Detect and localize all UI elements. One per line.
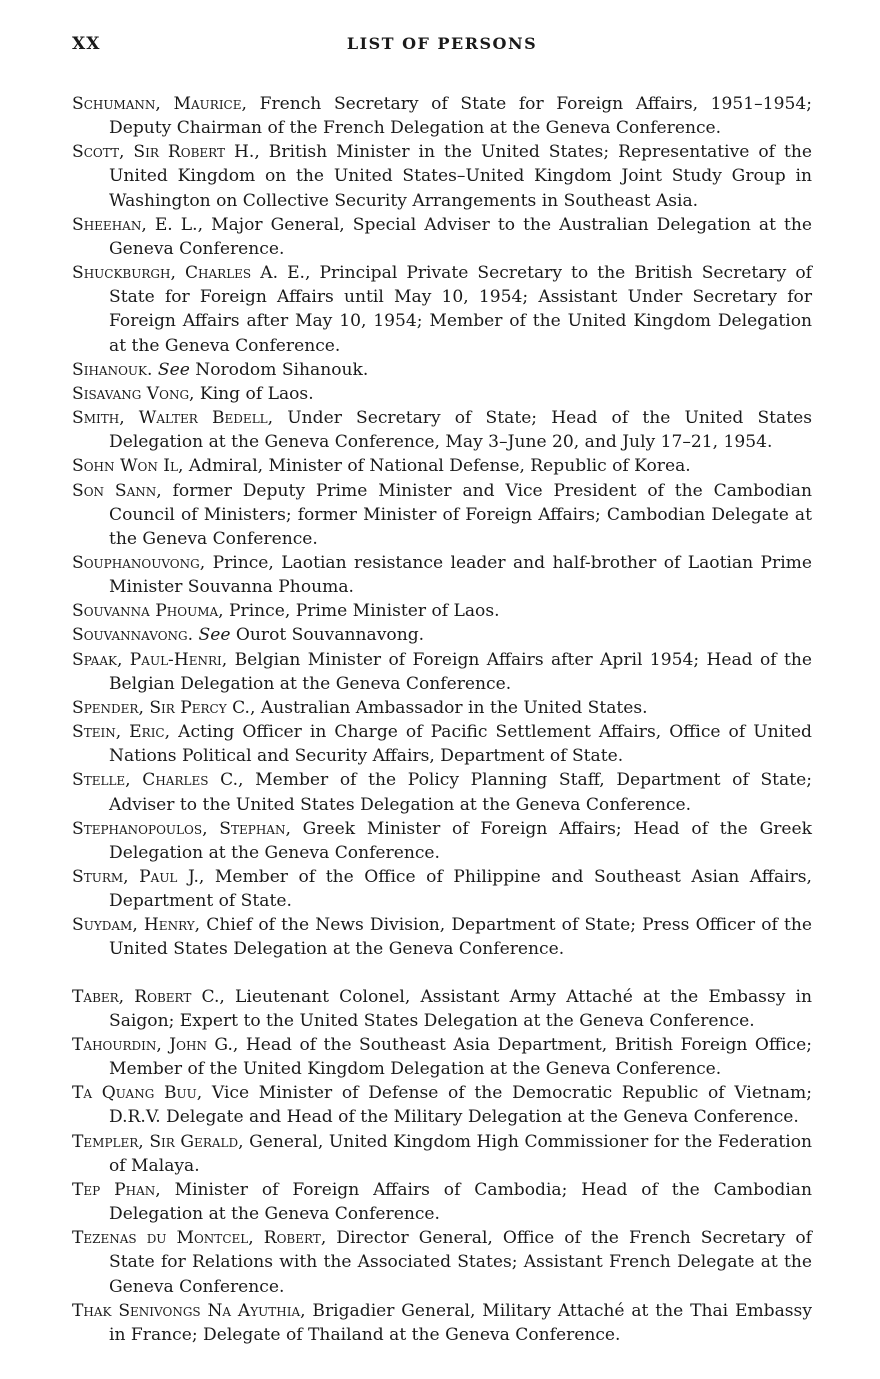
person-entry bbox=[72, 479, 812, 551]
person-entry bbox=[72, 1130, 812, 1178]
person-description: Chief of the News Division, Department of State; Press Officer of the United States Delegation at the Geneva Conference. bbox=[109, 915, 812, 960]
person-name: Sisavang Vong, bbox=[72, 383, 195, 404]
person-name: Sheehan, E. L., bbox=[72, 214, 204, 235]
person-entry bbox=[72, 720, 812, 768]
person-description: British Minister in the United States; Representative of the United Kingdom on the United States–United Kingdom Joint Study Group in Washington on Collective Security Arrangements in Southeast Asia. bbox=[109, 142, 812, 211]
person-entry bbox=[72, 551, 812, 599]
person-name: Tezenas du Montcel, Robert, bbox=[72, 1228, 327, 1249]
person-description: Admiral, Minister of National Defense, Republic of Korea. bbox=[183, 456, 691, 477]
entry-group-s bbox=[72, 92, 812, 962]
person-name: Shuckburgh, Charles A. E., bbox=[72, 263, 311, 284]
page-header bbox=[72, 34, 812, 92]
person-name: Stein, Eric, bbox=[72, 722, 171, 743]
page-number: XX bbox=[72, 34, 101, 54]
person-name: Sihanouk. bbox=[72, 359, 153, 380]
person-description: Member of the Office of Philippine and Southeast Asian Affairs, Department of State. bbox=[109, 867, 812, 912]
person-name: Smith, Walter Bedell, bbox=[72, 408, 274, 429]
person-entry bbox=[72, 213, 812, 261]
person-description: Prince, Laotian resistance leader and half-brother of Laotian Prime Minister Souvanna Phouma. bbox=[109, 552, 812, 598]
person-description: Under Secretary of State; Head of the United States Delegation at the Geneva Conference, May 3–June 20, and July 17–21, 1954. bbox=[109, 408, 812, 453]
see-reference: See bbox=[193, 625, 231, 646]
person-entry bbox=[72, 865, 812, 913]
person-entry bbox=[72, 1226, 812, 1298]
person-description: Belgian Minister of Foreign Affairs after April 1954; Head of the Belgian Delegation at the Geneva Conference. bbox=[109, 649, 812, 694]
person-entry bbox=[72, 454, 812, 478]
person-entry bbox=[72, 696, 812, 720]
person-description: Norodom Sihanouk. bbox=[189, 359, 369, 380]
person-description: Greek Minister of Foreign Affairs; Head of the Greek Delegation at the Geneva Conference. bbox=[109, 818, 812, 863]
person-name: Sturm, Paul J., bbox=[72, 867, 205, 887]
person-entry bbox=[72, 406, 812, 454]
person-description: Ourot Souvannavong. bbox=[230, 625, 425, 646]
person-name: Son Sann, bbox=[72, 480, 162, 501]
person-name: Thak Senivongs Na Ayuthia, bbox=[72, 1300, 306, 1321]
person-entry bbox=[72, 1178, 812, 1226]
person-entry bbox=[72, 382, 812, 406]
person-entry bbox=[72, 358, 812, 382]
person-entry bbox=[72, 140, 812, 212]
person-entry bbox=[72, 92, 812, 140]
person-name: Souvannavong. bbox=[72, 625, 194, 646]
person-description: Head of the Southeast Asia Department, British Foreign Office; Member of the United Kingdom Delegation at the Geneva Conference. bbox=[109, 1034, 812, 1080]
person-name: Stelle, Charles C., bbox=[72, 770, 244, 791]
person-description: Brigadier General, Military Attaché at the Thai Embassy in France; Delegate of Thailand at the Geneva Conference. bbox=[109, 1300, 812, 1345]
person-entry bbox=[72, 599, 812, 623]
person-name: Souvanna Phouma, bbox=[72, 601, 224, 622]
person-name: Spaak, Paul-Henri, bbox=[72, 649, 228, 670]
person-description: Director General, Office of the French Secretary of State for Relations with the Associated States; Assistant French Delegate at the Geneva Conference. bbox=[109, 1228, 812, 1297]
person-description: Lieutenant Colonel, Assistant Army Attaché at the Embassy in Saigon; Expert to the United States Delegation at the Geneva Conference. bbox=[109, 986, 812, 1031]
person-name: Souphanouvong, bbox=[72, 552, 206, 573]
running-head: LIST OF PERSONS bbox=[346, 34, 538, 53]
person-entry bbox=[72, 261, 812, 358]
person-name: Ta Quang Buu, bbox=[72, 1083, 203, 1104]
person-name: Taber, Robert C., bbox=[72, 986, 225, 1007]
document-page bbox=[72, 0, 812, 1347]
person-description: General, United Kingdom High Commissioner for the Federation of Malaya. bbox=[109, 1131, 812, 1176]
person-name: Suydam, Henry, bbox=[72, 915, 201, 936]
person-description: Australian Ambassador in the United States. bbox=[255, 697, 648, 718]
person-description: Prince, Prime Minister of Laos. bbox=[223, 601, 500, 622]
person-description: French Secretary of State for Foreign Affairs, 1951–1954; Deputy Chairman of the French Delegation at the Geneva Conference. bbox=[109, 94, 812, 139]
entry-list bbox=[72, 92, 812, 1347]
person-description: Major General, Special Adviser to the Australian Delegation at the Geneva Conference. bbox=[109, 214, 813, 259]
person-entry bbox=[72, 985, 812, 1033]
person-name: Tep Phan, bbox=[72, 1179, 161, 1200]
person-name: Sohn Won Il, bbox=[72, 456, 184, 477]
person-description: Principal Private Secretary to the British Secretary of State for Foreign Affairs until May 10, 1954; Assistant Under Secretary for Foreign Affairs after May 10, 1954; Member of the United Kingdom Delegation at the Geneva Conference. bbox=[109, 263, 812, 356]
person-name: Stephanopoulos, Stephan, bbox=[72, 818, 291, 839]
person-name: Tahourdin, John G., bbox=[72, 1034, 239, 1055]
person-name: Schumann, Maurice, bbox=[72, 94, 247, 114]
person-description: Acting Officer in Charge of Pacific Settlement Affairs, Office of United Nations Political and Security Affairs, Department of State. bbox=[109, 722, 813, 767]
person-description: Minister of Foreign Affairs of Cambodia; Head of the Cambodian Delegation at the Geneva Conference. bbox=[109, 1179, 812, 1225]
person-name: Templer, Sir Gerald, bbox=[72, 1131, 244, 1152]
person-entry bbox=[72, 1299, 812, 1347]
person-description: former Deputy Prime Minister and Vice President of the Cambodian Council of Ministers; former Minister of Foreign Affairs; Cambodian Delegate at the Geneva Conference. bbox=[109, 480, 812, 549]
group-divider-space bbox=[72, 962, 812, 985]
entry-group-t bbox=[72, 985, 812, 1347]
person-entry bbox=[72, 623, 812, 647]
person-entry bbox=[72, 1033, 812, 1081]
person-name: Spender, Sir Percy C., bbox=[72, 697, 256, 718]
person-entry bbox=[72, 817, 812, 865]
person-description: King of Laos. bbox=[194, 383, 314, 404]
person-entry bbox=[72, 768, 812, 816]
person-description: Member of the Policy Planning Staff, Department of State; Adviser to the United States Delegation at the Geneva Conference. bbox=[109, 770, 812, 815]
person-entry bbox=[72, 648, 812, 696]
person-name: Scott, Sir Robert H., bbox=[72, 142, 260, 163]
person-entry bbox=[72, 1081, 812, 1129]
person-description: Vice Minister of Defense of the Democratic Republic of Vietnam; D.R.V. Delegate and Head of the Military Delegation at the Geneva Conference. bbox=[109, 1083, 812, 1128]
see-reference: See bbox=[152, 359, 190, 380]
person-entry bbox=[72, 913, 812, 961]
